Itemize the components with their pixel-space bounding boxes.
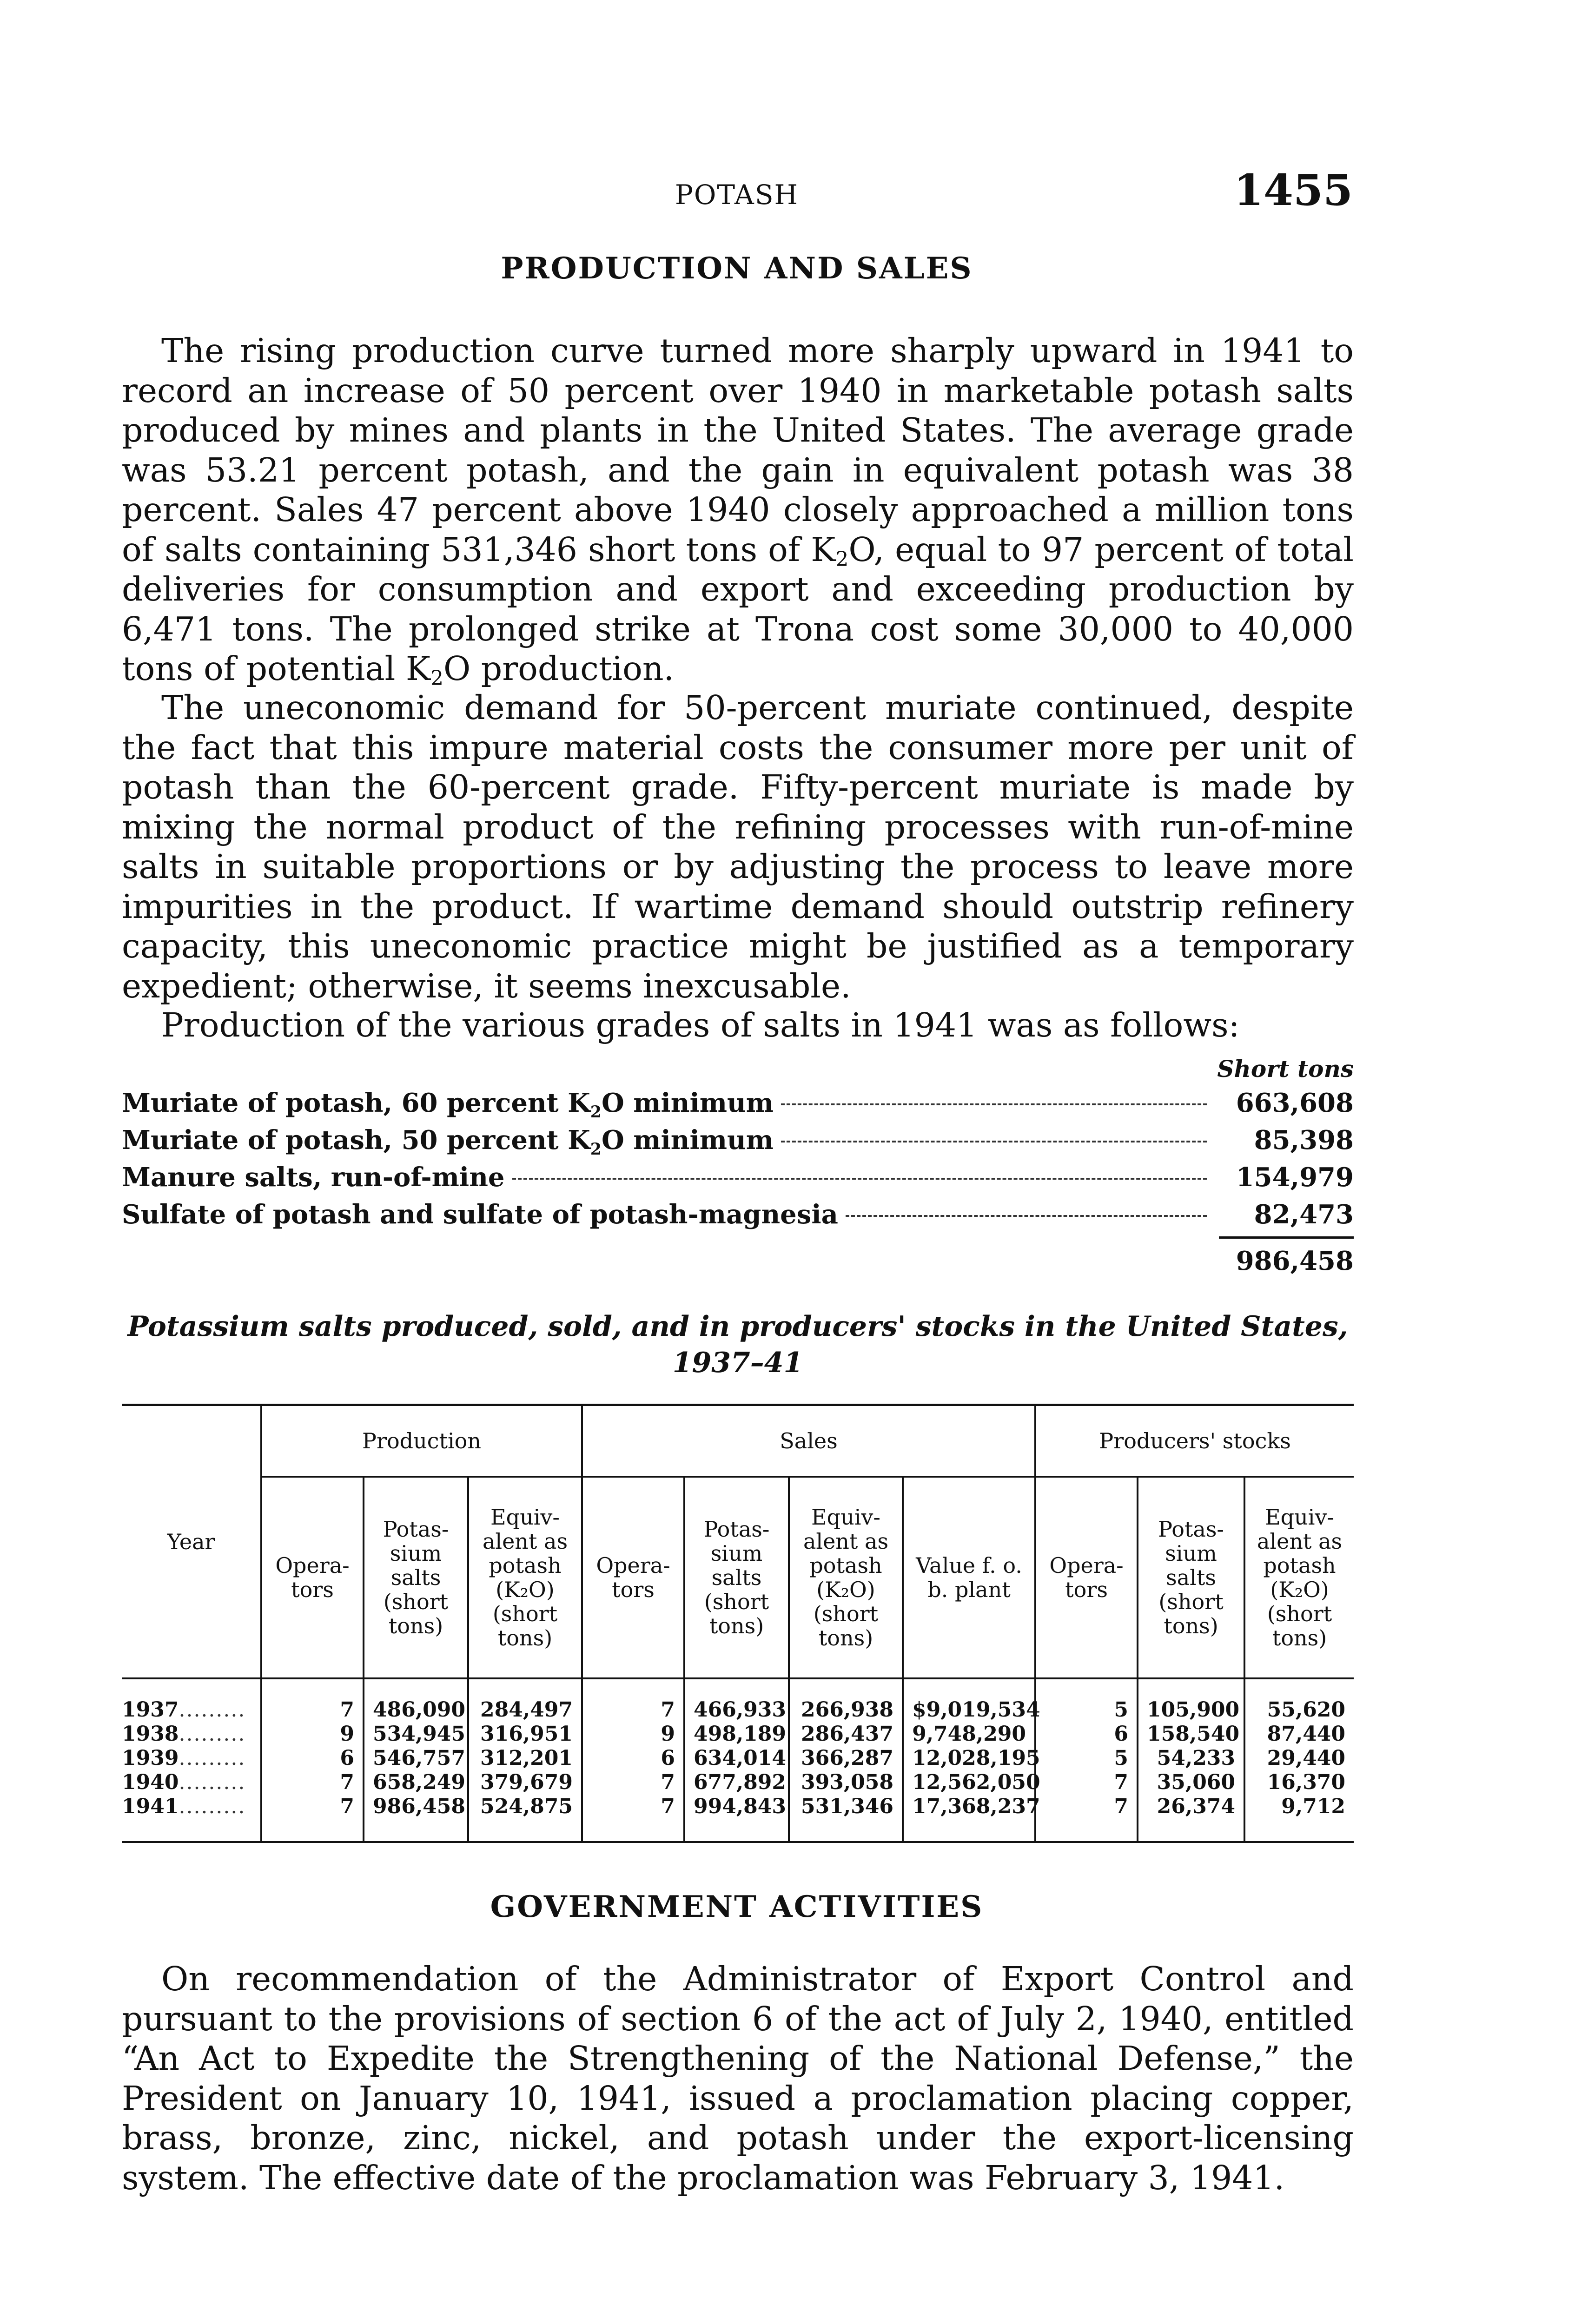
col-header-salts: Potas-sium salts (short tons) (364, 1477, 468, 1678)
page-number: 1455 (1233, 165, 1353, 215)
col-header-operators: Opera-tors (582, 1477, 684, 1678)
potassium-salts-table (122, 1404, 1354, 1843)
table-row: 1937......... 7 486,090 284,497 7 466,933 266,938 $9,019,534 5 105,900 55,620 (122, 1678, 1354, 1722)
table-row: 1938......... 9 534,945 316,951 9 498,189 286,437 9,748,290 6 158,540 87,440 (122, 1722, 1354, 1746)
production-total: 986,458 (1236, 1246, 1354, 1276)
dot-leader (846, 1215, 1207, 1217)
table-row: 1940......... 7 658,249 379,679 7 677,892 393,058 12,562,050 7 35,060 16,370 (122, 1770, 1354, 1795)
paragraph-production-overview: The rising production curve turned more sharply upward in 1941 to record an increase of 50 percent over 1940 in marketable potash salts produced by mines and plants in the United States. The average grade was 53.21 percent potash, and the gain in equivalent potash was 38 percent. Sales 47 percent above 1940 closely approached a million tons of salts containing 531,346 short tons of $K_2O$, equal to 97 percent of total deliveries for consumption and export and exceeding production by 6,471 tons. The prolonged strike at Trona cost some 30,000 to 40,000 tons of potential $K_2O$ production. (122, 331, 1354, 690)
col-header-equivalent: Equiv-alent as potash (K₂O) (short tons) (468, 1477, 582, 1678)
total-rule (1219, 1236, 1354, 1239)
group-header-sales: Sales (582, 1405, 1035, 1477)
col-header-salts: Potas-sium salts (short tons) (684, 1477, 789, 1678)
group-header-production: Production (261, 1405, 582, 1477)
dot-leader (781, 1141, 1207, 1142)
table-row: 1939......... 6 546,757 312,201 6 634,014 366,287 12,028,195 5 54,233 29,440 (122, 1746, 1354, 1770)
dot-leader (512, 1178, 1207, 1180)
table-row: 1941......... 7 986,458 524,875 7 994,843 531,346 17,368,237 7 26,374 9,712 (122, 1795, 1354, 1842)
list-item: Muriate of potash, 60 percent $K_2O$ minimum 663,608 (122, 1088, 1354, 1122)
group-header-stocks: Producers' stocks (1035, 1405, 1354, 1477)
running-header (121, 165, 1353, 216)
paragraph-grades-intro: Production of the various grades of salts in 1941 was as follows: (161, 1006, 1240, 1044)
paragraph-export-licensing: On recommendation of the Administrator of Export Control and pursuant to the provisions of section 6 of the act of July 2, 1940, entitled “An Act to Expedite the Strengthening of the National Defense,” the President on January 10, 1941, issued a proclamation placing copper, brass, bronze, zinc, nickel, and potash under the export-licensing system. The effective date of the proclamation was February 3, 1941. (122, 1960, 1354, 2197)
col-header-value: Value f. o. b. plant (903, 1477, 1035, 1678)
dot-leader (781, 1103, 1207, 1105)
running-title: POTASH (675, 179, 799, 211)
col-header-operators: Opera-tors (261, 1477, 364, 1678)
paragraph-muriate-demand: The uneconomic demand for 50-percent muriate continued, despite the fact that this impure material costs the consumer more per unit of potash than the 60-percent grade. Fifty-percent muriate is made by mixing the normal product of the refining processes with run-of-mine salts in suitable proportions or by adjusting the process to leave more impurities in the product. If wartime demand should outstrip refinery capacity, this uneconomic practice might be justified as a temporary expedient; otherwise, it seems inexcusable. (122, 688, 1354, 1005)
col-header-operators: Opera-tors (1035, 1477, 1138, 1678)
col-header-equivalent: Equiv-alent as potash (K₂O) (short tons) (1244, 1477, 1354, 1678)
grade-value: 82,473 (1254, 1199, 1354, 1230)
grade-value: 154,979 (1236, 1162, 1354, 1193)
section-title-production-and-sales: PRODUCTION AND SALES (501, 251, 973, 286)
table-caption: Potassium salts produced, sold, and in producers' stocks in the United States, 1937–41 (127, 1310, 1348, 1379)
unit-label: Short tons (1217, 1055, 1354, 1083)
list-item: Muriate of potash, 50 percent $K_2O$ minimum 85,398 (122, 1125, 1354, 1159)
col-header-equivalent: Equiv-alent as potash (K₂O) (short tons) (789, 1477, 903, 1678)
grade-value: 85,398 (1254, 1125, 1354, 1155)
production-by-grade-list (122, 1055, 1354, 1276)
list-item: Manure salts, run-of-mine 154,979 (122, 1162, 1354, 1193)
section-title-government-activities: GOVERNMENT ACTIVITIES (490, 1889, 984, 1924)
list-item: Sulfate of potash and sulfate of potash-magnesia 82,473 (122, 1199, 1354, 1230)
grade-value: 663,608 (1236, 1088, 1354, 1118)
col-header-year: Year (122, 1405, 261, 1679)
col-header-salts: Potas-sium salts (short tons) (1138, 1477, 1244, 1678)
